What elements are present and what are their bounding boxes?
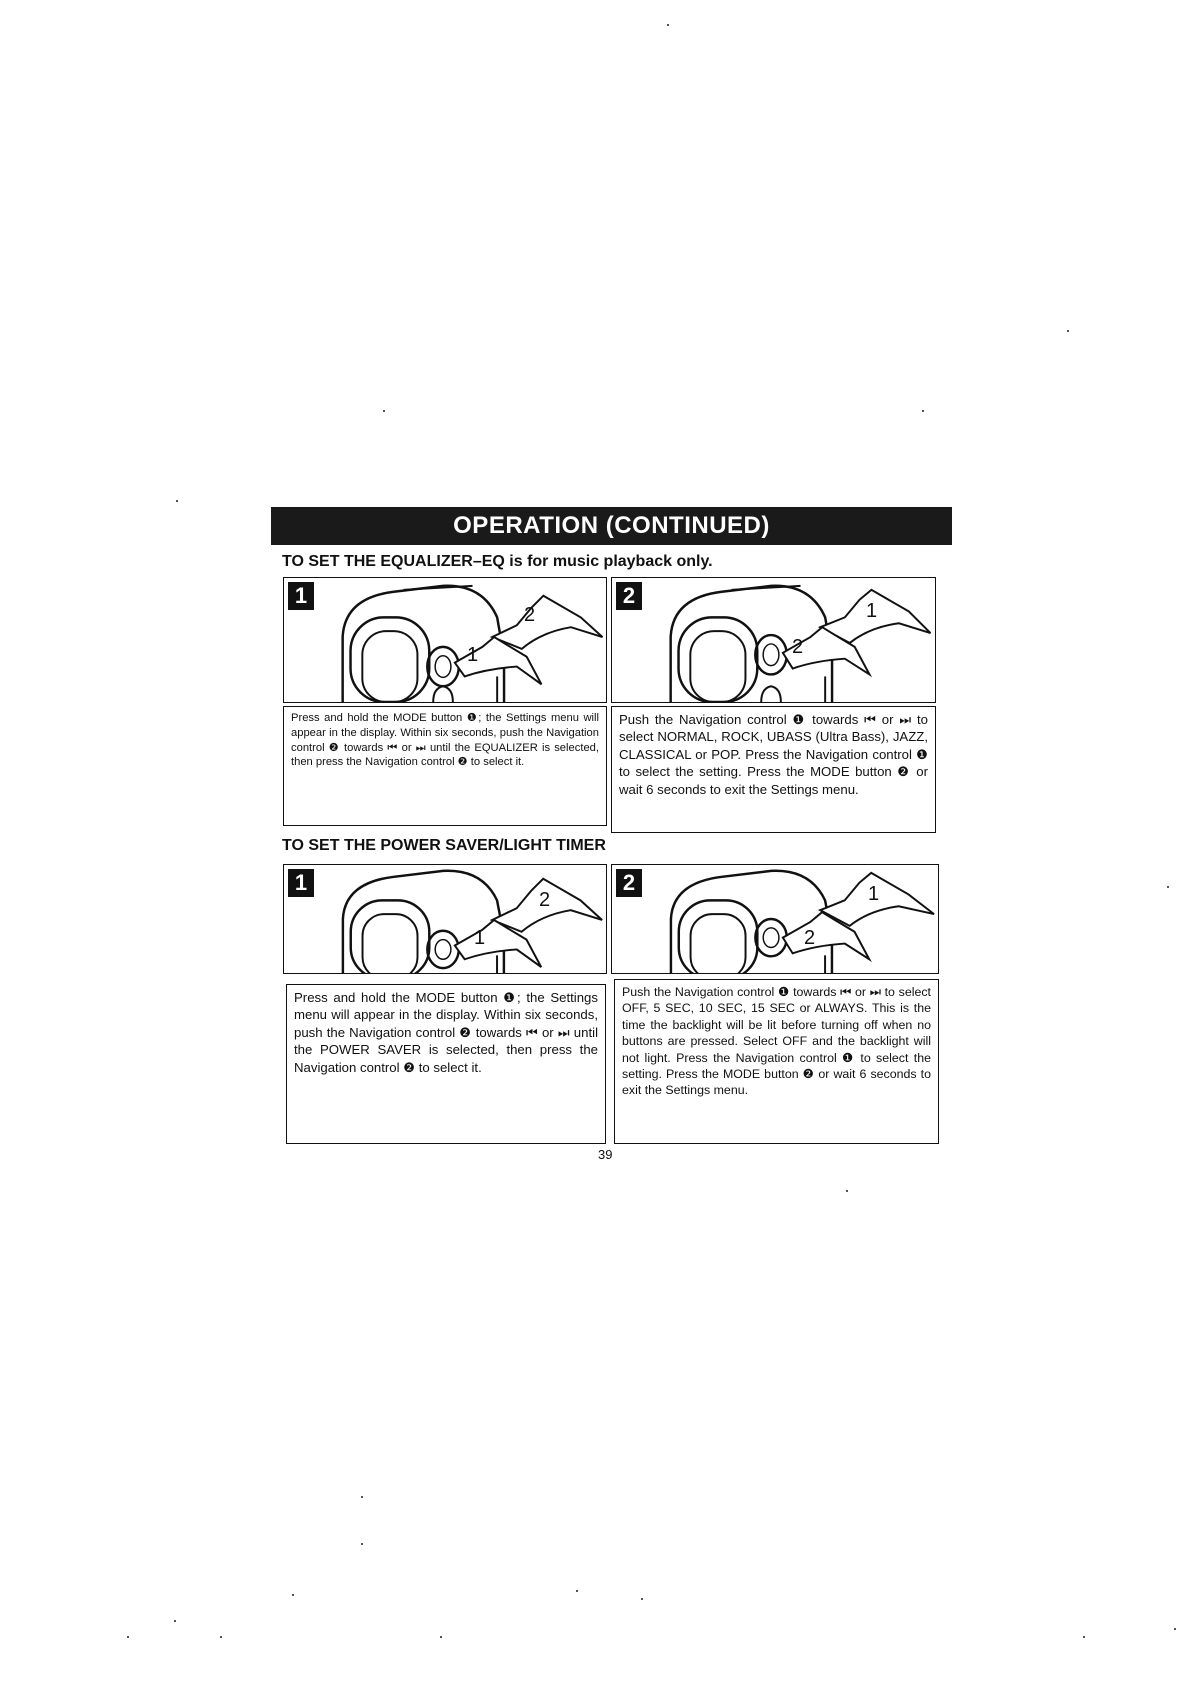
power-saver-section-title: TO SET THE POWER SAVER/LIGHT TIMER	[282, 837, 606, 854]
step-number-badge: 2	[616, 869, 642, 897]
scan-speck	[1067, 330, 1069, 332]
equalizer-step1-illustration	[283, 577, 607, 703]
power-saver-step1-instructions: Press and hold the MODE button ❶; the Settings menu will appear in the display. Within six seconds, push the Navigation control ❷ towards ⏮ or ⏭ until the POWER SAVER is selected, then press the Navigation control ❷ to select it.	[286, 984, 606, 1144]
callout-number: 2	[539, 889, 551, 911]
scan-speck	[922, 410, 924, 412]
step-number-badge: 2	[616, 582, 642, 610]
scan-speck	[174, 1620, 176, 1622]
device-drawing-icon	[284, 578, 606, 702]
equalizer-step1-instructions: Press and hold the MODE button ❶; the Settings menu will appear in the display. Within six seconds, push the Navigation control ❷ towards ⏮ or ⏭ until the EQUALIZER is selected, then press the Navigation control ❷ to select it.	[283, 706, 607, 826]
callout-number: 2	[792, 636, 804, 658]
callout-number: 2	[524, 604, 536, 626]
callout-number: 1	[866, 600, 878, 622]
scan-speck	[846, 1190, 848, 1192]
scan-speck	[383, 410, 385, 412]
scan-speck	[220, 1636, 222, 1638]
scan-speck	[641, 1598, 643, 1600]
scan-speck	[440, 1636, 442, 1638]
scan-speck	[127, 1636, 129, 1638]
banner-title: OPERATION (CONTINUED)	[453, 512, 770, 539]
callout-number: 1	[474, 927, 486, 949]
page-number: 39	[598, 1147, 613, 1162]
equalizer-section-title: TO SET THE EQUALIZER–EQ is for music playback only.	[282, 553, 713, 570]
scan-speck	[667, 24, 669, 26]
scan-speck	[361, 1496, 363, 1498]
scan-speck	[576, 1590, 578, 1592]
power-saver-step1-illustration	[283, 864, 607, 974]
equalizer-step2-instructions: Push the Navigation control ❶ towards ⏮ or ⏭ to select NORMAL, ROCK, UBASS (Ultra Bass), JAZZ, CLASSICAL or POP. Press the Navigation control ❶ to select the setting. Press the MODE button ❷ or wait 6 seconds to exit the Settings menu.	[611, 706, 936, 833]
step-number-badge: 1	[288, 869, 314, 897]
step-number-badge: 1	[288, 582, 314, 610]
callout-number: 1	[868, 883, 880, 905]
power-saver-step2-illustration	[611, 864, 939, 974]
scan-speck	[1167, 886, 1169, 888]
scan-speck	[176, 500, 178, 502]
scan-speck	[1083, 1636, 1085, 1638]
scan-speck	[1174, 1628, 1176, 1630]
callout-number: 1	[467, 644, 479, 666]
power-saver-step2-instructions: Push the Navigation control ❶ towards ⏮ or ⏭ to select OFF, 5 SEC, 10 SEC, 15 SEC or ALWAYS. This is the time the backlight will be lit before turning off when no buttons are pressed. Select OFF and the backlight will not light. Press the Navigation control ❶ to select the setting. Press the MODE button ❷ or wait 6 seconds to exit the Settings menu.	[614, 979, 939, 1144]
scan-speck	[292, 1594, 294, 1596]
callout-number: 2	[804, 927, 816, 949]
section-banner	[271, 507, 952, 545]
device-drawing-icon	[612, 578, 935, 702]
equalizer-step2-illustration	[611, 577, 936, 703]
device-drawing-icon	[612, 865, 938, 973]
scan-speck	[361, 1543, 363, 1545]
device-drawing-icon	[284, 865, 606, 973]
